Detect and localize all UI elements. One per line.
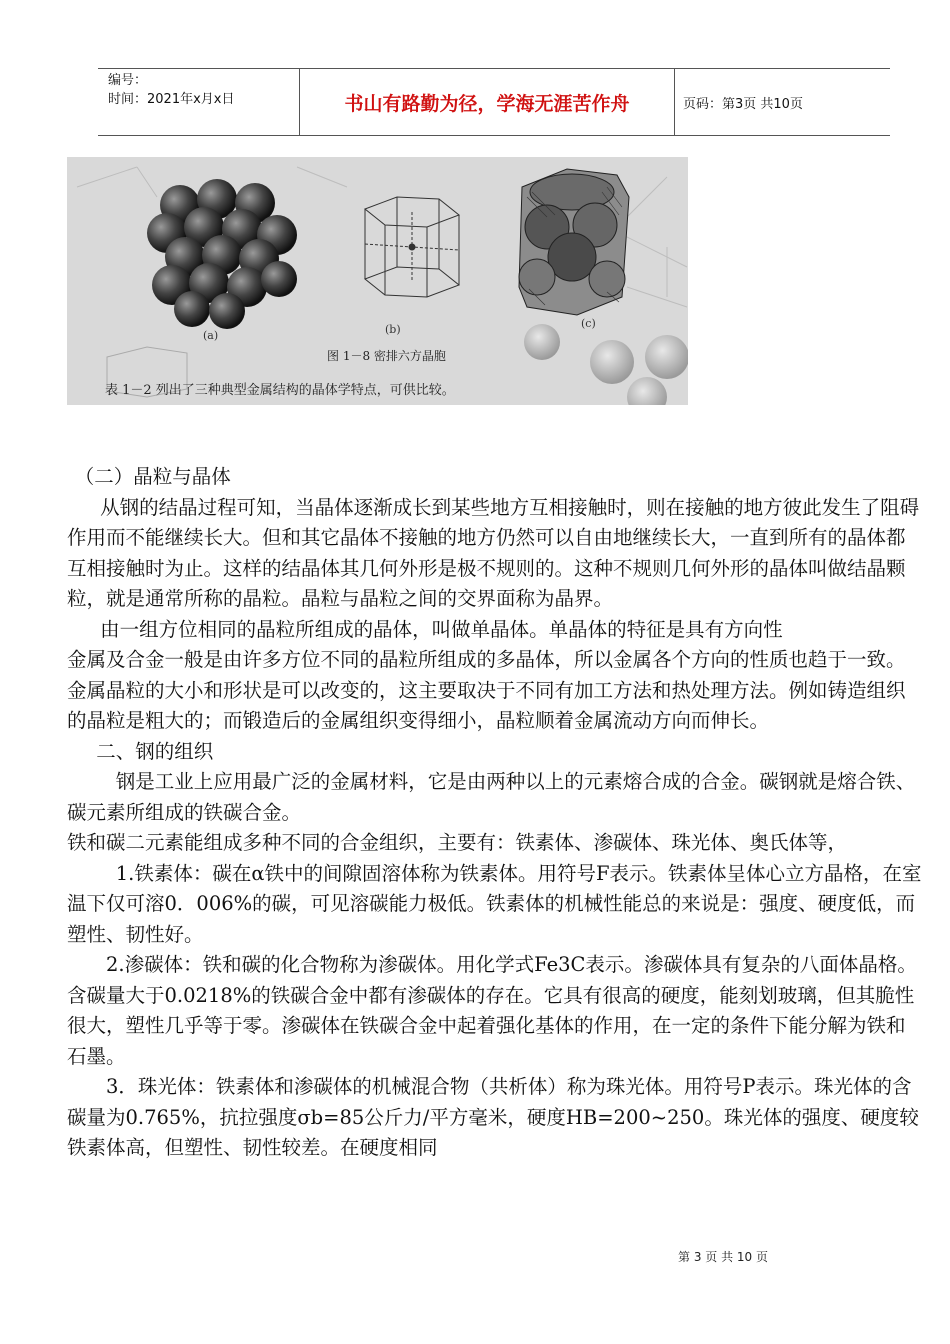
- page-footer: 第 3 页 共 10 页: [678, 1250, 768, 1264]
- time-label: 时间：2021年x月x日: [108, 92, 235, 107]
- crystal-figure: [67, 157, 688, 405]
- header-motto: 书山有路勤为径，学海无涯苦作舟: [300, 69, 675, 135]
- figure-illustration: [67, 157, 688, 405]
- paragraph: 金属及合金一般是由许多方位不同的晶粒所组成的多晶体，所以金属各个方向的性质也趋于一致。: [67, 648, 906, 671]
- figure-caption: 图 1－8 密排六方晶胞: [327, 349, 446, 363]
- heading-grain: （二）晶粒与晶体: [74, 465, 231, 488]
- paragraph: 钢是工业上应用最广泛的金属材料，它是由两种以上的元素熔合成的合金。碳钢就是熔合铁、碳元素所组成的铁碳合金。: [67, 770, 916, 824]
- paragraph: 2.渗碳体：铁和碳的化合物称为渗碳体。用化学式Fe3C表示。渗碳体具有复杂的八面体晶格。含碳量大于0.0218%的铁碳合金中都有渗碳体的存在。它具有很高的硬度，能刻划玻璃，但其脆性很大，塑性几乎等于零。渗碳体在铁碳合金中起着强化基体的作用，在一定的条件下能分解为铁和石墨。: [67, 953, 917, 1068]
- document-header: [98, 68, 890, 136]
- paragraph: 3．珠光体：铁素体和渗碳体的机械混合物（共析体）称为珠光体。用符号P表示。珠光体的含碳量为0.765%，抗拉强度σb=85公斤力/平方毫米，硬度HB=200~250。珠光体的强度、硬度较铁素体高，但塑性、韧性较差。在硬度相同: [67, 1075, 919, 1159]
- paragraph: 铁和碳二元素能组成多种不同的合金组织，主要有：铁素体、渗碳体、珠光体、奥氏体等，: [67, 831, 848, 854]
- header-page-info: 页码：第3页 共10页: [683, 96, 803, 112]
- figure-label-b: (b): [385, 323, 401, 336]
- heading-steel: 二、钢的组织: [96, 739, 214, 763]
- document-body: [67, 462, 923, 1164]
- paragraph: 金属晶粒的大小和形状是可以改变的，这主要取决于不同有加工方法和热处理方法。例如铸造组织的晶粒是粗大的；而锻造后的金属组织变得细小，晶粒顺着金属流动方向而伸长。: [67, 678, 906, 732]
- hex-cell: [365, 197, 459, 297]
- figure-label-c: (c): [581, 317, 596, 330]
- number-label: 编号：: [108, 73, 148, 88]
- paragraph: 从钢的结晶过程可知，当晶体逐渐成长到某些地方互相接触时，则在接触的地方彼此发生了阻碍作用而不能继续长大。但和其它晶体不接触的地方仍然可以自由地继续长大，一直到所有的晶体都互相接触时为止。这样的结晶体其几何外形是极不规则的。这种不规则几何外形的晶体叫做结晶颗粒，就是通常所称的晶粒。晶粒与晶粒之间的交界面称为晶界。: [67, 495, 920, 610]
- figure-label-a: (a): [203, 329, 219, 342]
- sphere-prism: [519, 169, 629, 315]
- ball-stack: [147, 179, 297, 329]
- figure-note: 表 1－2 列出了三种典型金属结构的晶体学特点，可供比较。: [105, 383, 455, 398]
- paragraph: 由一组方位相同的晶粒所组成的晶体，叫做单晶体。单晶体的特征是具有方向性: [100, 617, 783, 641]
- paragraph: 1.铁素体：碳在α铁中的间隙固溶体称为铁素体。用符号F表示。铁素体呈体心立方晶格，在室温下仅可溶0．006%的碳，可见溶碳能力极低。铁素体的机械性能总的来说是：强度、硬度低，而塑性、韧性好。: [67, 861, 922, 946]
- header-meta: [98, 69, 300, 135]
